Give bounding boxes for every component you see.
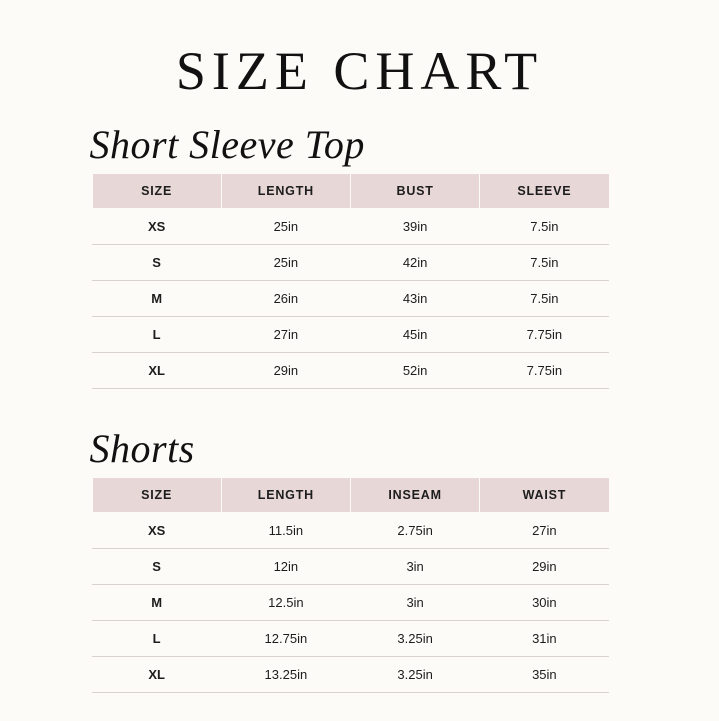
cell-bust: 39in bbox=[351, 209, 480, 245]
column-header-waist: WAIST bbox=[480, 478, 609, 513]
cell-size: L bbox=[92, 621, 221, 657]
cell-bust: 42in bbox=[351, 245, 480, 281]
cell-length: 25in bbox=[221, 209, 350, 245]
cell-size: XL bbox=[92, 657, 221, 693]
cell-bust: 52in bbox=[351, 353, 480, 389]
column-header-size: SIZE bbox=[92, 478, 221, 513]
cell-waist: 31in bbox=[480, 621, 609, 657]
cell-length: 27in bbox=[221, 317, 350, 353]
cell-bust: 43in bbox=[351, 281, 480, 317]
cell-length: 29in bbox=[221, 353, 350, 389]
cell-size: XS bbox=[92, 513, 221, 549]
column-header-sleeve: SLEEVE bbox=[480, 174, 609, 209]
table-row bbox=[92, 657, 609, 693]
cell-inseam: 2.75in bbox=[351, 513, 480, 549]
table-wrapper-short-sleeve-top bbox=[90, 173, 630, 389]
cell-size: XS bbox=[92, 209, 221, 245]
cell-size: S bbox=[92, 245, 221, 281]
table-row bbox=[92, 621, 609, 657]
column-header-length: LENGTH bbox=[221, 478, 350, 513]
cell-sleeve: 7.5in bbox=[480, 209, 609, 245]
section-short-sleeve-top bbox=[90, 101, 630, 389]
table-row bbox=[92, 585, 609, 621]
cell-length: 12in bbox=[221, 549, 350, 585]
size-table-shorts bbox=[92, 477, 610, 693]
table-row bbox=[92, 281, 609, 317]
table-row bbox=[92, 353, 609, 389]
cell-inseam: 3.25in bbox=[351, 621, 480, 657]
cell-size: L bbox=[92, 317, 221, 353]
cell-sleeve: 7.75in bbox=[480, 317, 609, 353]
section-shorts bbox=[90, 389, 630, 693]
cell-waist: 35in bbox=[480, 657, 609, 693]
table-wrapper-shorts bbox=[90, 477, 630, 693]
table-row bbox=[92, 245, 609, 281]
cell-sleeve: 7.75in bbox=[480, 353, 609, 389]
cell-length: 25in bbox=[221, 245, 350, 281]
cell-length: 11.5in bbox=[221, 513, 350, 549]
page-title: SIZE CHART bbox=[175, 41, 544, 101]
cell-size: M bbox=[92, 281, 221, 317]
cell-waist: 29in bbox=[480, 549, 609, 585]
table-row bbox=[92, 209, 609, 245]
table-body bbox=[92, 209, 609, 389]
cell-waist: 27in bbox=[480, 513, 609, 549]
cell-inseam: 3in bbox=[351, 549, 480, 585]
table-row bbox=[92, 317, 609, 353]
column-header-length: LENGTH bbox=[221, 174, 350, 209]
cell-length: 12.75in bbox=[221, 621, 350, 657]
cell-size: S bbox=[92, 549, 221, 585]
section-title-short-sleeve-top: Short Sleeve Top bbox=[89, 122, 365, 168]
size-table-short-sleeve-top bbox=[92, 173, 610, 389]
section-title-shorts: Shorts bbox=[89, 426, 195, 472]
cell-length: 26in bbox=[221, 281, 350, 317]
table-head bbox=[92, 174, 609, 209]
cell-sleeve: 7.5in bbox=[480, 281, 609, 317]
cell-size: M bbox=[92, 585, 221, 621]
cell-inseam: 3in bbox=[351, 585, 480, 621]
cell-waist: 30in bbox=[480, 585, 609, 621]
column-header-bust: BUST bbox=[351, 174, 480, 209]
cell-sleeve: 7.5in bbox=[480, 245, 609, 281]
column-header-inseam: INSEAM bbox=[351, 478, 480, 513]
table-header-row bbox=[92, 174, 609, 209]
table-row bbox=[92, 513, 609, 549]
cell-length: 12.5in bbox=[221, 585, 350, 621]
cell-inseam: 3.25in bbox=[351, 657, 480, 693]
cell-size: XL bbox=[92, 353, 221, 389]
cell-bust: 45in bbox=[351, 317, 480, 353]
cell-length: 13.25in bbox=[221, 657, 350, 693]
column-header-size: SIZE bbox=[92, 174, 221, 209]
table-row bbox=[92, 549, 609, 585]
table-head bbox=[92, 478, 609, 513]
table-header-row bbox=[92, 478, 609, 513]
table-body bbox=[92, 513, 609, 693]
